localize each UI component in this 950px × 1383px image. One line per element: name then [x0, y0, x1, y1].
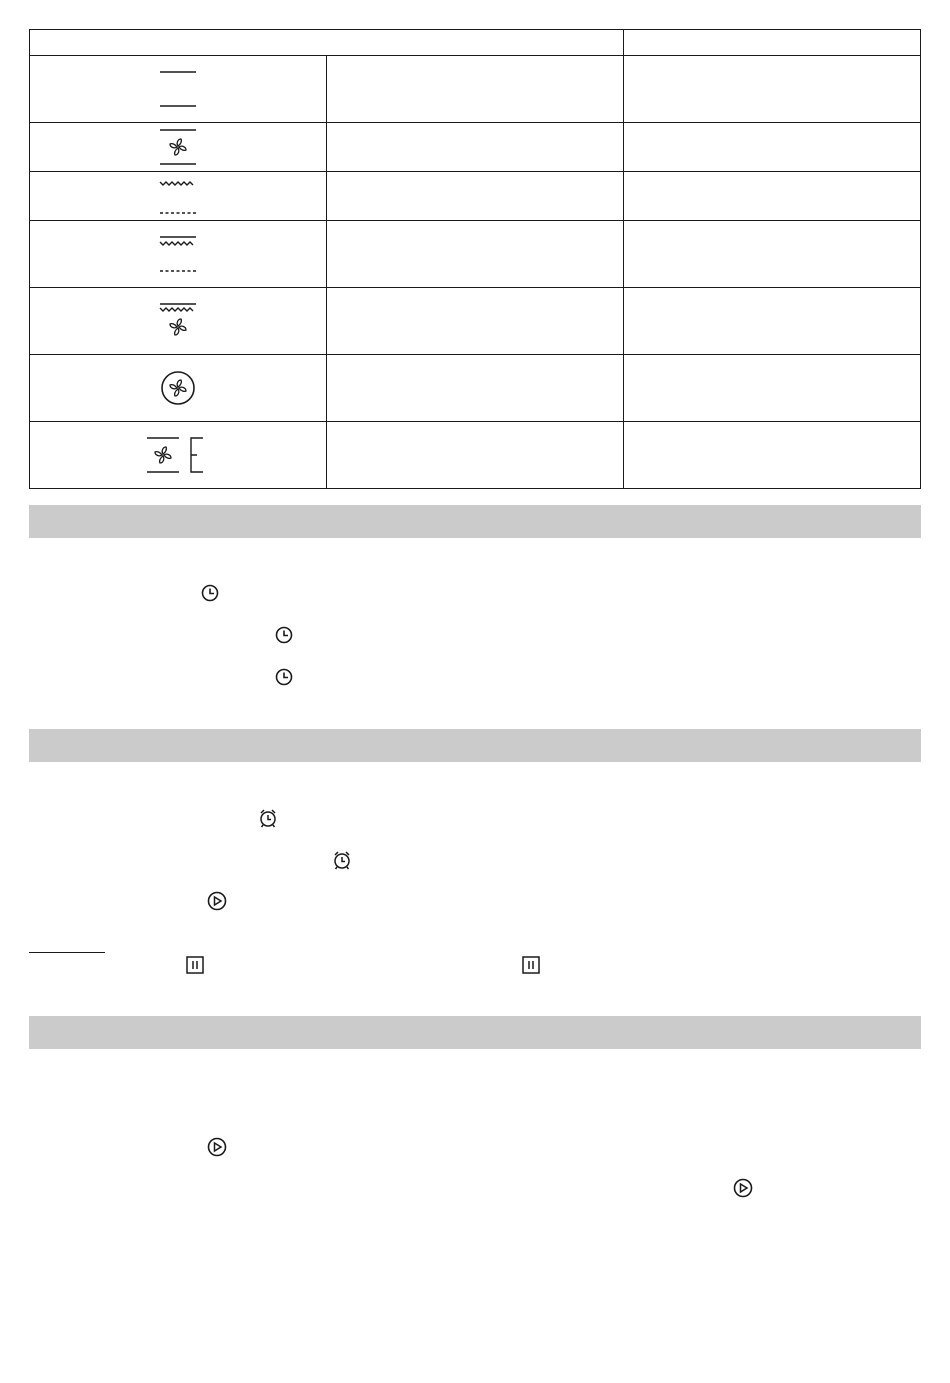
header-mode — [30, 30, 624, 56]
heating-modes-table — [29, 29, 921, 489]
pause-icon — [186, 956, 204, 974]
start-icon — [207, 891, 227, 911]
circular-fan-icon — [30, 355, 327, 422]
grill-fan-icon — [30, 288, 327, 355]
hot-air-fan-icon — [30, 123, 327, 172]
start-icon — [207, 1137, 227, 1157]
fan-defrost-eco-icon — [30, 422, 327, 489]
pause-icon — [522, 956, 540, 974]
mode-name — [327, 56, 624, 123]
section-header — [29, 1016, 921, 1049]
mode-description — [624, 56, 921, 123]
top-bottom-heat-icon — [30, 56, 327, 123]
mode-description — [624, 221, 921, 288]
table-row — [30, 422, 921, 489]
mode-name — [327, 123, 624, 172]
table-row — [30, 355, 921, 422]
section-header — [29, 505, 921, 538]
mode-description — [624, 123, 921, 172]
mode-name — [327, 288, 624, 355]
header-description — [624, 30, 921, 56]
mode-name — [327, 172, 624, 221]
mode-name — [327, 355, 624, 422]
mode-description — [624, 355, 921, 422]
mode-name — [327, 422, 624, 489]
clock-icon — [201, 584, 221, 604]
grill-small-icon — [30, 172, 327, 221]
start-icon — [733, 1178, 753, 1198]
table-row — [30, 288, 921, 355]
table-row — [30, 221, 921, 288]
note-underline — [29, 952, 105, 953]
table-row — [30, 56, 921, 123]
grill-large-icon — [30, 221, 327, 288]
table-header-row — [30, 30, 921, 56]
alarm-clock-icon — [332, 850, 352, 872]
mode-description — [624, 422, 921, 489]
clock-icon — [275, 626, 295, 646]
table-row — [30, 123, 921, 172]
table-row — [30, 172, 921, 221]
section-header — [29, 729, 921, 762]
mode-description — [624, 288, 921, 355]
mode-name — [327, 221, 624, 288]
mode-description — [624, 172, 921, 221]
clock-icon — [275, 668, 295, 688]
alarm-clock-icon — [258, 808, 278, 830]
